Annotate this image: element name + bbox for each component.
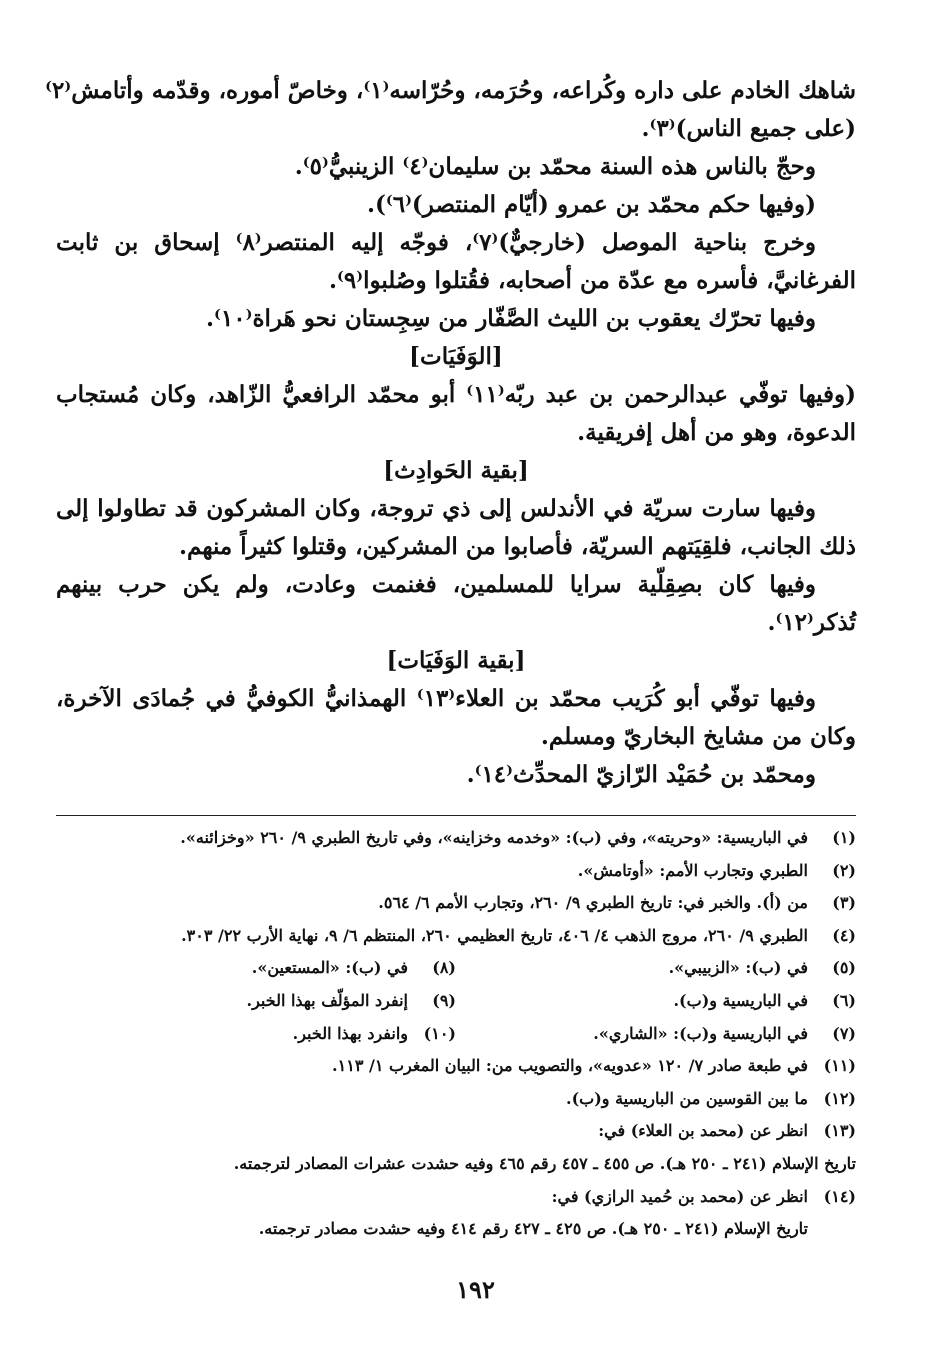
footnote-text: في طبعة صادر ٧/ ١٢٠ «عدويه»، والتصويب من: البيان المغرب ١/ ١١٣. xyxy=(332,1056,808,1076)
footnote-text: إنفرد المؤلّف بهذا الخبر. xyxy=(246,990,408,1010)
main-text xyxy=(45,72,857,794)
footnote-text: تاريخ الإسلام (٢٤١ ـ ٢٥٠ هـ). ص ٤٥٥ ـ ٤٥٧ رقم ٤٦٥ وفيه حشدت عشرات المصادر لترجمته. xyxy=(233,1153,856,1173)
footnote-number: (١١) xyxy=(823,1056,856,1076)
text-line: وحجّ بالناس هذه السنة محمّد بن سليمان⁽٤⁾ الزينبيُّ⁽٥⁾. xyxy=(294,153,816,180)
text-line: شاهك الخادم على داره وكُراعه، وحُرَمه، وحُرّاسه⁽١⁾، وخاصّ أموره، وقدّمه وأتامش⁽٢⁾ xyxy=(45,77,856,104)
footnote-number: (٨) xyxy=(432,958,456,978)
footnote-number: (١٣) xyxy=(823,1121,856,1141)
text-line: تُذكر⁽١٢⁾. xyxy=(767,609,856,636)
text-line: وكان من مشايخ البخاريّ ومسلم. xyxy=(540,723,856,750)
text-line: وفيها توفّي أبو كُرَيب محمّد بن العلاء⁽١٣⁾ الهمذانيُّ الكوفيُّ في جُمادَى الآخرة، xyxy=(56,685,816,712)
text-line: وفيها تحرّك يعقوب بن الليث الصَّفّار من سِجِستان نحو هَراة⁽١٠⁾. xyxy=(206,305,816,332)
footnote-number: (١٠) xyxy=(423,1023,456,1043)
footnote-number: (٦) xyxy=(832,990,856,1010)
footnote-number: (١) xyxy=(832,828,856,847)
footnote-number: (٩) xyxy=(432,990,456,1010)
text-line: الفرغانيَّ، فأسره مع عدّة من أصحابه، فقُتلوا وصُلبوا⁽٩⁾. xyxy=(329,267,856,294)
footnote-text: في الباريسية: «وحريته»، وفي (ب): «وخدمه وخزاينه»، وفي تاريخ الطبري ٩/ ٢٦٠ «وخزائنه». xyxy=(180,828,808,847)
footnote-text: في الباريسية و(ب). xyxy=(673,990,808,1010)
footnote-number: (٤) xyxy=(832,925,856,945)
footnote-number: (٥) xyxy=(832,958,856,978)
section-heading: [الوَفَيَات] xyxy=(409,343,503,370)
footnote-divider xyxy=(56,815,856,816)
footnote xyxy=(56,887,856,920)
footnote-continuation xyxy=(56,1148,856,1181)
footnote-text: من (أ). والخبر في: تاريخ الطبري ٩/ ٢٦٠، وتجارب الأمم ٦/ ٥٦٤. xyxy=(378,893,808,913)
text-line: (على جميع الناس)⁽٣⁾. xyxy=(641,115,856,142)
text-line: (وفيها توفّي عبدالرحمن بن عبد ربّه⁽١١⁾ أبو محمّد الرافعيُّ الزّاهد، وكان مُستجاب xyxy=(56,381,857,408)
footnote-text: الطبري ٩/ ٢٦٠، مروج الذهب ٤/ ٤٠٦، تاريخ العظيمي ٢٦٠، المنتظم ٦/ ٩، نهاية الأرب ٢٢/ ٣٠٣. xyxy=(181,925,808,945)
footnote-text: في الباريسية و(ب): «الشاري». xyxy=(593,1023,808,1043)
footnote-text: في (ب): «الزبيبي». xyxy=(668,958,808,978)
footnote-text: الطبري وتجارب الأمم: «أوتامش». xyxy=(577,860,808,880)
text-line: (وفيها حكم محمّد بن عمرو (أيّام المنتصر)⁽٦⁾). xyxy=(366,191,816,218)
footnote-number: (٧) xyxy=(832,1023,856,1043)
section-heading: [بقية الوَفَيَات] xyxy=(386,647,526,674)
footnote xyxy=(56,1181,856,1214)
footnote xyxy=(56,822,856,855)
footnote xyxy=(56,855,856,888)
text-line: وفيها كان بصِقِلّية سرايا للمسلمين، فغنمت وعادت، ولم يكن حرب بينهم xyxy=(56,571,816,598)
footnote-number: (١٤) xyxy=(823,1186,856,1206)
text-line: وخرج بناحية الموصل (خارجيٌّ)⁽٧⁾، فوجّه إليه المنتصر⁽٨⁾ إسحاق بن ثابت xyxy=(56,229,816,256)
footnote-number: (٢) xyxy=(832,860,856,880)
page-number: ١٩٢ xyxy=(456,1275,495,1304)
footnote xyxy=(56,1115,856,1148)
footnote xyxy=(56,1083,856,1116)
section-heading: [بقية الحَوادِث] xyxy=(383,457,529,484)
footnote-text: انظر عن (محمد بن العلاء) في: xyxy=(598,1121,808,1141)
footnote-number: (١٢) xyxy=(823,1088,856,1108)
footnote-text: وانفرد بهذا الخبر. xyxy=(292,1023,408,1043)
footnote-number: (٣) xyxy=(832,893,856,913)
footnote-text: انظر عن (محمد بن حُميد الرازي) في: xyxy=(551,1186,808,1206)
text-line: الدعوة، وهو من أهل إفريقية. xyxy=(577,419,856,446)
footnote-text: تاريخ الإسلام (٢٤١ ـ ٢٥٠ هـ). ص ٤٢٥ ـ ٤٢٧ رقم ٤١٤ وفيه حشدت مصادر ترجمته. xyxy=(258,1219,808,1239)
footnote-pair xyxy=(56,985,856,1018)
text-line: ذلك الجانب، فلقِيَتهم السريّة، فأصابوا من المشركين، وقتلوا كثيراً منهم. xyxy=(179,533,856,560)
text-line: ومحمّد بن حُمَيْد الرّازيّ المحدِّث⁽١٤⁾. xyxy=(466,761,816,788)
footnote xyxy=(56,920,856,953)
footnote xyxy=(56,1050,856,1083)
text-line: وفيها سارت سريّة في الأندلس إلى ذي تروجة، وكان المشركون قد تطاولوا إلى xyxy=(56,495,816,522)
footnotes xyxy=(56,822,856,1246)
footnote-pair xyxy=(56,1018,856,1051)
footnote-text: ما بين القوسين من الباريسية و(ب). xyxy=(566,1088,808,1108)
footnote-pair xyxy=(56,952,856,985)
footnote-continuation xyxy=(56,1213,856,1246)
footnote-text: في (ب): «المستعين». xyxy=(251,958,408,978)
